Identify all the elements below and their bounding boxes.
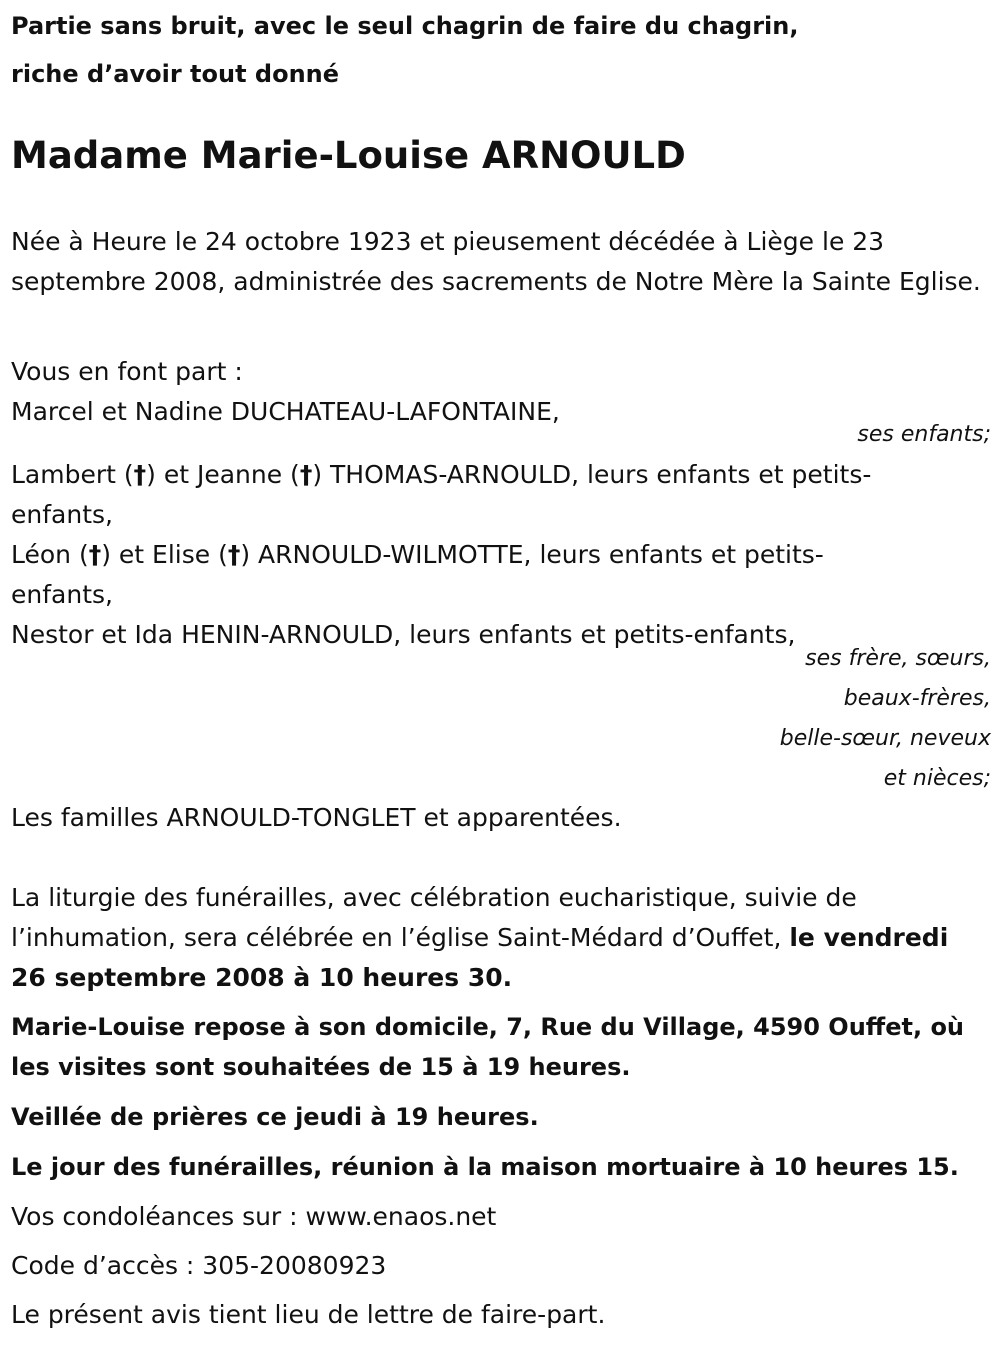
notice-line: Le présent avis tient lieu de lettre de faire-part. <box>11 1300 606 1329</box>
deceased-name: Madame Marie-Louise ARNOULD <box>11 134 686 177</box>
liturgy-date: le vendredi 26 septembre 2008 à 10 heures 30. <box>11 923 949 992</box>
vigil-line: Veillée de prières ce jeudi à 19 heures. <box>11 1103 539 1131</box>
access-code-line: Code d’accès : 305-20080923 <box>11 1251 387 1280</box>
sibling-1-part-b: ) et Jeanne ( <box>146 460 300 489</box>
sibling-line-1-cont: enfants, <box>11 500 113 529</box>
families-line: Les familles ARNOULD-TONGLET et apparentées. <box>11 803 622 832</box>
sibling-line-2 <box>11 540 824 569</box>
meeting-line: Le jour des funérailles, réunion à la maison mortuaire à 10 heures 15. <box>11 1153 959 1181</box>
liturgy-text: La liturgie des funérailles, avec célébration eucharistique, suivie de l’inhumation, sera célébrée en l’église Saint-Médard d’Ouffet, <box>11 883 857 952</box>
cross-icon: † <box>133 460 147 489</box>
epigraph-line-2: riche d’avoir tout donné <box>11 60 340 88</box>
sibling-2-part-c: ) ARNOULD-WILMOTTE, leurs enfants et petits- <box>240 540 824 569</box>
sibling-2-part-b: ) et Elise ( <box>101 540 228 569</box>
siblings-role-2: beaux-frères, <box>843 686 991 711</box>
cross-icon: † <box>227 540 241 569</box>
cross-icon: † <box>299 460 313 489</box>
birth-death-paragraph: Née à Heure le 24 octobre 1923 et pieusement décédée à Liège le 23 septembre 2008, administrée des sacrements de Notre Mère la Sainte Eglise. <box>11 227 981 296</box>
siblings-role-4: et nièces; <box>883 766 991 791</box>
epigraph-line-1: Partie sans bruit, avec le seul chagrin de faire du chagrin, <box>11 12 799 40</box>
children-line: Marcel et Nadine DUCHATEAU-LAFONTAINE, <box>11 397 560 426</box>
rest-line-2: les visites sont souhaitées de 15 à 19 heures. <box>11 1053 631 1081</box>
sibling-1-part-c: ) THOMAS-ARNOULD, leurs enfants et petits- <box>312 460 872 489</box>
rest-line-1: Marie-Louise repose à son domicile, 7, Rue du Village, 4590 Ouffet, où <box>11 1013 965 1041</box>
children-role: ses enfants; <box>857 422 991 447</box>
sibling-line-1 <box>11 460 871 489</box>
cross-icon: † <box>88 540 102 569</box>
announcement-intro: Vous en font part : <box>11 357 243 386</box>
sibling-line-2-cont: enfants, <box>11 580 113 609</box>
condolences-line: Vos condoléances sur : www.enaos.net <box>11 1202 497 1231</box>
siblings-role-3: belle-sœur, neveux <box>779 726 991 751</box>
siblings-role-1: ses frère, sœurs, <box>805 646 991 671</box>
sibling-2-part-a: Léon ( <box>11 540 89 569</box>
sibling-1-part-a: Lambert ( <box>11 460 134 489</box>
sibling-line-3: Nestor et Ida HENIN-ARNOULD, leurs enfants et petits-enfants, <box>11 620 796 649</box>
liturgy-paragraph <box>11 878 991 998</box>
